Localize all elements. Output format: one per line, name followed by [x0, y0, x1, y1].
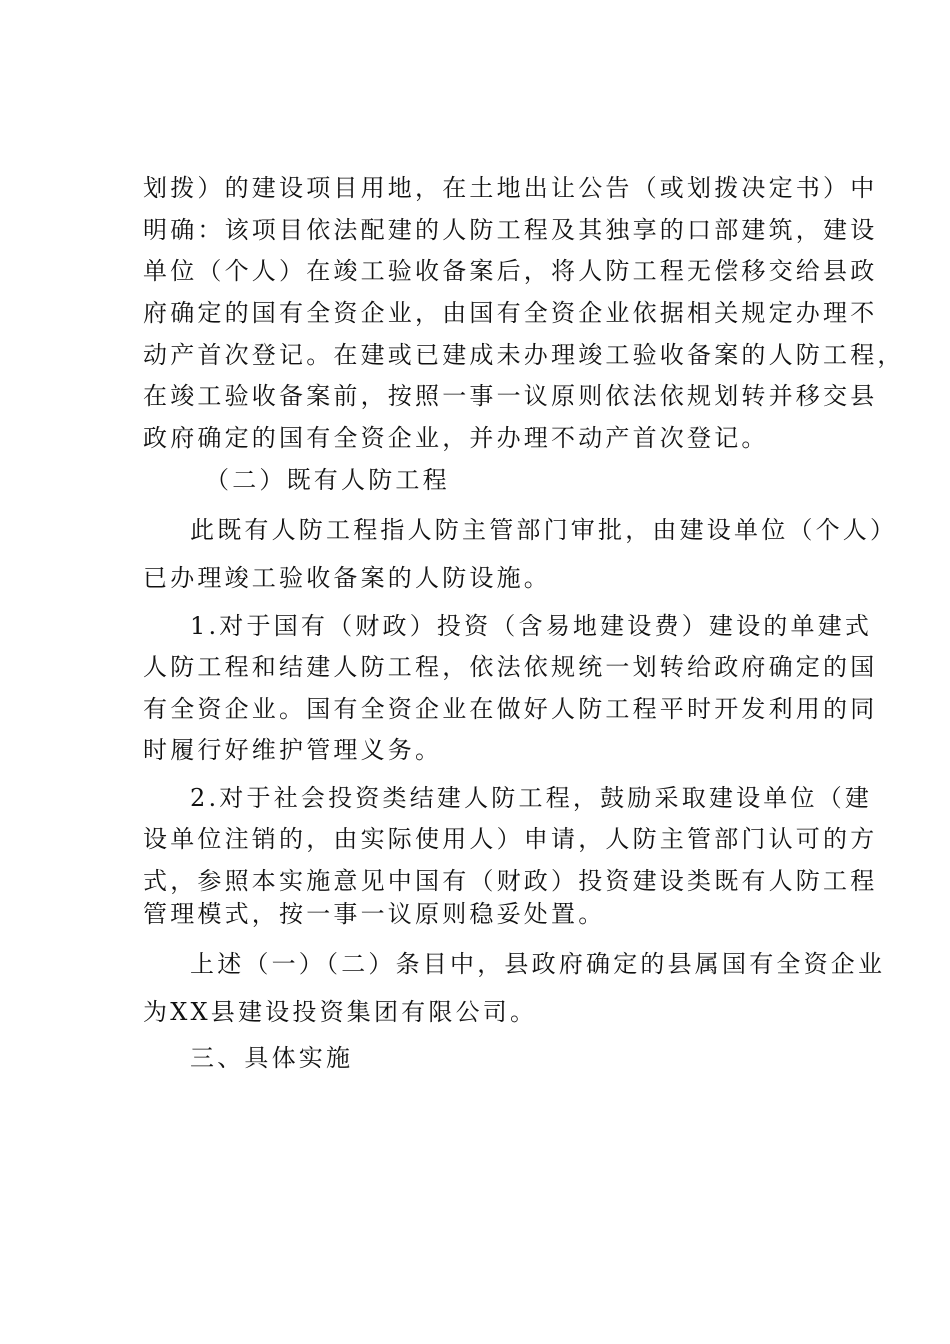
text-line: 府确定的国有全资企业，由国有全资企业依据相关规定办理不: [143, 299, 878, 327]
text-line: 划拨）的建设项目用地，在土地出让公告（或划拨决定书）中: [143, 174, 878, 202]
text-line: 人防工程和结建人防工程，依法依规统一划转给政府确定的国: [143, 653, 878, 681]
text-line: 1.对于国有（财政）投资（含易地建设费）建设的单建式: [190, 612, 873, 640]
text-line: 政府确定的国有全资企业，并办理不动产首次登记。: [143, 424, 769, 452]
text-line: 此既有人防工程指人防主管部门审批，由建设单位（个人）: [190, 516, 898, 544]
text-line: 设单位注销的，由实际使用人）申请，人防主管部门认可的方: [143, 825, 878, 853]
text-line: 已办理竣工验收备案的人防设施。: [143, 564, 551, 592]
text-line: 有全资企业。国有全资企业在做好人防工程平时开发利用的同: [143, 695, 878, 723]
text-line: 上述（一）（二）条目中，县政府确定的县属国有全资企业: [190, 950, 886, 978]
section-heading: 三、具体实施: [190, 1044, 354, 1072]
text-line: 在竣工验收备案前，按照一事一议原则依法依规划转并移交县: [143, 382, 878, 410]
section-heading: （二）既有人防工程: [205, 466, 450, 494]
text-line: 时履行好维护管理义务。: [143, 736, 443, 764]
text-line: 明确：该项目依法配建的人防工程及其独享的口部建筑，建设: [143, 216, 878, 244]
text-line: 管理模式，按一事一议原则稳妥处置。: [143, 900, 606, 928]
text-line: 单位（个人）在竣工验收备案后，将人防工程无偿移交给县政: [143, 257, 878, 285]
text-line: 2.对于社会投资类结建人防工程，鼓励采取建设单位（建: [190, 784, 873, 812]
text-line: 式，参照本实施意见中国有（财政）投资建设类既有人防工程: [143, 867, 878, 895]
text-line: 动产首次登记。在建或已建成未办理竣工验收备案的人防工程，: [143, 341, 905, 369]
text-line: 为XX县建设投资集团有限公司。: [143, 998, 538, 1026]
